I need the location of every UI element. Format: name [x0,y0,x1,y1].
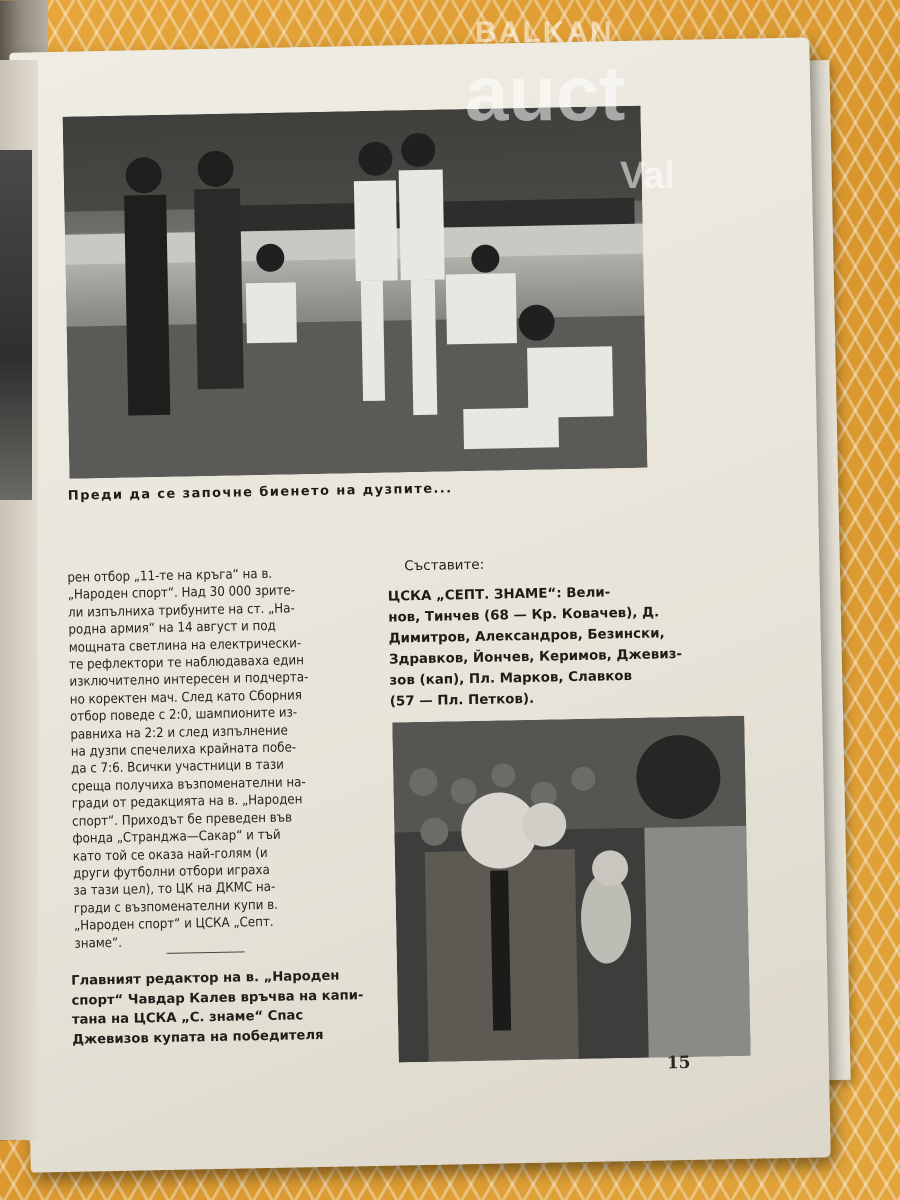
text-line: други футболни отбори играха [72,862,270,882]
text-line: „Народен спорт“. Над 30 000 зрите- [67,583,296,604]
text-line: за тази цел), то ЦК на ДКМС на- [73,880,276,900]
page-number: 15 [666,1052,691,1074]
divider [167,951,245,953]
lineup-line: (57 — Пл. Петков). [389,691,535,710]
photo-caption: Преди да се започне биенето на дузпите... [67,481,453,504]
trophy-presentation-image [392,716,750,1063]
text-line: на дузпи спечелиха крайната побе- [70,740,297,760]
football-match-image [63,106,648,479]
text-line: спорт“. Приходът бе преведен във [71,810,293,830]
text-line: отбор поведе с 2:0, шампионите из- [69,705,298,725]
text-line: „Народен спорт“ и ЦСКА „Септ. [73,914,274,934]
text-line: фонда „Странджа—Сакар“ и тъй [72,827,281,847]
left-page-photo-fragment [0,150,32,500]
lineup-line: зов (кап), Пл. Марков, Славков [389,668,633,689]
text-line: те рефлектори те наблюдаваха един [68,653,305,673]
photo2-caption [71,966,382,1050]
caption-line: Главният редактор на в. „Народен [71,968,340,989]
lineup-line: ЦСКА „СЕПТ. ЗНАМЕ“: Вели- [387,585,611,605]
text-line: мощната светлина на електрически- [68,635,302,656]
text-line: но коректен мач. След като Сборния [69,688,303,708]
text-line: равниха на 2:2 и след изпълнение [70,723,288,743]
text-line: родна армия“ на 14 август и под [68,618,276,638]
watermark-sub-text: Val [620,155,675,197]
text-line: среща получиха възпоменателни на- [71,775,306,795]
article-text [67,564,374,953]
lineups-heading: Съставите: [404,556,485,575]
watermark-top-text: BALKAN [475,16,614,49]
text-line: изключително интересен и подчерта- [69,670,309,691]
lineup-line: Димитров, Александров, Безински, [388,626,665,647]
team-lineups [388,580,725,712]
lineup-line: нов, Тинчев (68 — Кр. Ковачев), Д. [388,605,660,626]
text-line: да с 7:6. Всички участници в тази [70,758,285,778]
caption-line: тана на ЦСКА „С. знаме“ Спас [71,1008,304,1028]
text-line: като той се оказа най-голям (и [72,845,268,865]
watermark-main-text: auct [465,49,626,137]
text-line: гради с възпоменателни купи в. [73,897,279,917]
text-line: ли изпълниха трибуните на ст. „На- [67,601,295,621]
trophy-presentation-photo [392,716,750,1063]
text-line: гради от редакцията на в. „Народен [71,792,303,813]
football-match-photo [63,106,648,479]
lineup-line: Здравков, Йончев, Керимов, Джевиз- [388,646,683,668]
text-line: знаме“. [74,935,123,952]
caption-line: спорт“ Чавдар Калев връчва на капи- [71,987,364,1009]
magazine-page [9,37,830,1172]
caption-line: Джевизов купата на победителя [72,1027,324,1048]
text-line: рен отбор „11-те на кръга“ на в. [67,566,273,586]
